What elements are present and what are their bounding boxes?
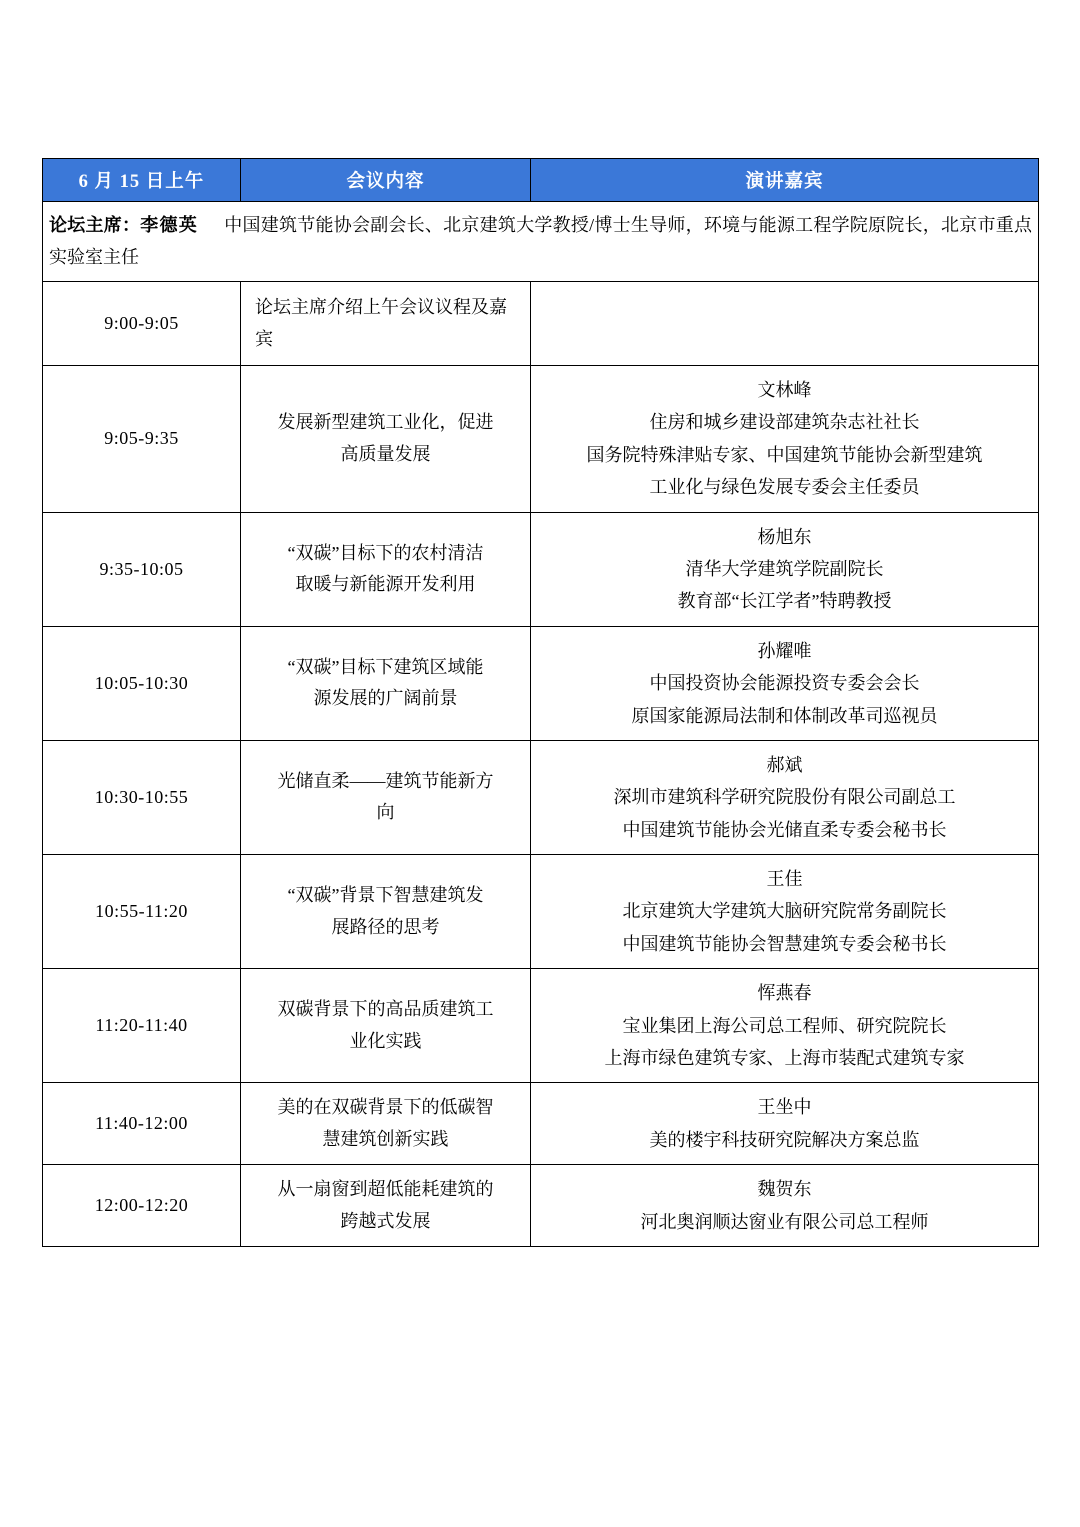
guest-affiliation: 中国建筑节能协会智慧建筑专委会秘书长 [622, 933, 947, 954]
session-time: 10:55-11:20 [43, 855, 241, 969]
session-time: 9:05-9:35 [43, 366, 241, 513]
session-topic-line: 源发展的广阔前景 [313, 688, 458, 709]
session-guest [531, 366, 1039, 513]
forum-chair-cell [43, 202, 1039, 282]
session-topic-line: 跨越式发展 [340, 1210, 431, 1231]
session-topic-line: 美的在双碳背景下的低碳智 [277, 1097, 494, 1118]
session-guest [531, 740, 1039, 854]
table-row [43, 626, 1039, 740]
session-time: 10:30-10:55 [43, 740, 241, 854]
session-time: 12:00-12:20 [43, 1165, 241, 1247]
guest-name: 文林峰 [757, 380, 812, 400]
session-topic-line: 发展新型建筑工业化，促进 [277, 412, 494, 433]
forum-chair-name: 李德英 [140, 215, 198, 235]
session-topic-line: 业化实践 [349, 1030, 422, 1051]
table-row [43, 512, 1039, 626]
session-topic-line: 高质量发展 [340, 443, 431, 464]
agenda-table-head [43, 159, 1039, 202]
guest-name: 恽燕春 [757, 983, 812, 1004]
guest-name: 王佳 [766, 869, 803, 890]
session-topic-line: “双碳”背景下智慧建筑发 [287, 885, 484, 906]
guest-affiliation: 美的楼宇科技研究院解决方案总监 [649, 1129, 920, 1150]
session-topic [241, 969, 531, 1083]
table-row [43, 740, 1039, 854]
session-time: 10:05-10:30 [43, 626, 241, 740]
guest-affiliation: 宝业集团上海公司总工程师、研究院院长 [622, 1015, 947, 1036]
table-row [43, 282, 1039, 366]
session-guest [531, 626, 1039, 740]
guest-affiliation: 河北奥润顺达窗业有限公司总工程师 [640, 1211, 929, 1232]
agenda-table-body [43, 202, 1039, 1247]
column-header-date: 6 月 15 日上午 [43, 159, 241, 202]
session-guest [531, 282, 1039, 366]
session-topic-line: 光储直柔——建筑节能新方 [277, 770, 494, 791]
guest-name: 魏贺东 [757, 1179, 812, 1200]
session-time: 11:40-12:00 [43, 1083, 241, 1165]
session-topic [241, 282, 531, 366]
session-guest [531, 512, 1039, 626]
table-row [43, 969, 1039, 1083]
guest-affiliation: 清华大学建筑学院副院长 [685, 558, 884, 579]
session-time: 11:20-11:40 [43, 969, 241, 1083]
guest-affiliation: 住房和城乡建设部建筑杂志社社长 [649, 412, 920, 433]
session-topic-line: 从一扇窗到超低能耗建筑的 [277, 1179, 494, 1200]
forum-chair-label: 论坛主席： [49, 215, 141, 235]
forum-chair-description: 中国建筑节能协会副会长、北京建筑大学教授/博士生导师，环境与能源工程学院原院长，北京市重点实验室主任 [49, 215, 1033, 267]
session-topic-line: 向 [376, 802, 395, 823]
session-topic-line: 慧建筑创新实践 [322, 1128, 449, 1149]
session-topic-line: 双碳背景下的高品质建筑工 [277, 999, 494, 1020]
session-topic-line: “双碳”目标下建筑区域能 [287, 656, 484, 677]
agenda-table [42, 158, 1039, 1247]
guest-affiliation: 工业化与绿色发展专委会主任委员 [649, 477, 920, 498]
table-row [43, 366, 1039, 513]
guest-name: 杨旭东 [757, 526, 812, 547]
table-row [43, 1165, 1039, 1247]
session-topic-line: 论坛主席介绍上午会议议程及嘉宾 [255, 297, 507, 349]
session-topic [241, 512, 531, 626]
guest-affiliation: 原国家能源局法制和体制改革司巡视员 [631, 705, 938, 726]
session-topic-line: 取暖与新能源开发利用 [295, 574, 476, 595]
guest-affiliation: 上海市绿色建筑专家、上海市装配式建筑专家 [604, 1048, 965, 1069]
guest-affiliation: 中国建筑节能协会光储直柔专委会秘书长 [622, 819, 947, 840]
guest-affiliation: 北京建筑大学建筑大脑研究院常务副院长 [622, 901, 947, 922]
guest-name: 王坐中 [757, 1097, 812, 1118]
session-topic-line: 展路径的思考 [331, 916, 440, 937]
table-row [43, 855, 1039, 969]
session-time: 9:35-10:05 [43, 512, 241, 626]
guest-affiliation: 深圳市建筑科学研究院股份有限公司副总工 [613, 787, 956, 808]
guest-name: 郝斌 [766, 754, 803, 775]
session-time: 9:00-9:05 [43, 282, 241, 366]
session-topic [241, 1165, 531, 1247]
guest-name: 孙耀唯 [757, 640, 812, 661]
table-row [43, 1083, 1039, 1165]
forum-chair-row [43, 202, 1039, 282]
session-topic-line: “双碳”目标下的农村清洁 [287, 542, 484, 563]
session-guest [531, 969, 1039, 1083]
session-topic [241, 366, 531, 513]
session-topic [241, 626, 531, 740]
session-guest [531, 855, 1039, 969]
session-topic [241, 855, 531, 969]
guest-affiliation: 教育部“长江学者”特聘教授 [677, 591, 892, 612]
session-topic [241, 740, 531, 854]
table-header-row [43, 159, 1039, 202]
session-guest [531, 1165, 1039, 1247]
guest-affiliation: 国务院特殊津贴专家、中国建筑节能协会新型建筑 [586, 444, 983, 465]
session-guest [531, 1083, 1039, 1165]
guest-affiliation: 中国投资协会能源投资专委会会长 [649, 673, 920, 694]
session-topic [241, 1083, 531, 1165]
column-header-topic: 会议内容 [241, 159, 531, 202]
column-header-guest: 演讲嘉宾 [531, 159, 1039, 202]
